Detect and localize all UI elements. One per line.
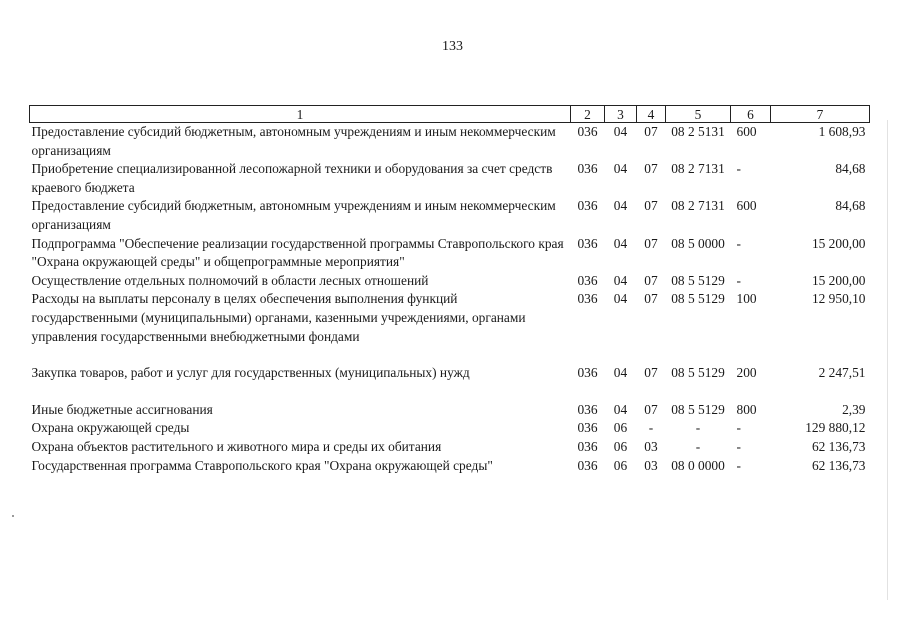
row-admin-code: 036 [577,161,598,177]
row-admin-code: 036 [577,198,598,214]
row-admin-code: 036 [577,401,598,417]
table-row [30,272,870,291]
header-col-6: 6 [731,106,771,123]
row-name: Приобретение специализированной лесопожарной техники и оборудования за счет средств краевого бюджета [31,161,553,195]
row-subsection-code: 07 [644,161,658,177]
row-sum: 62 136,73 [811,457,866,473]
row-section-code: 04 [613,198,628,214]
row-section-code: 04 [613,291,628,307]
row-sum: 2,39 [842,401,866,417]
row-expense-type: 600 [736,198,757,214]
row-section-code: 04 [613,124,628,139]
table-row [30,401,870,420]
row-name: Расходы на выплаты персоналу в целях обеспечения выполнения функций государственными (муниципальными) органами, казенными учреждениями, органами управления государственными внебюджетными фондами [31,291,526,344]
scan-mark [12,515,14,517]
row-subsection-code: 07 [644,272,658,288]
row-target-code: 08 2 5131 [671,124,725,139]
row-sum: 12 950,10 [811,291,866,307]
table-row [30,197,870,234]
row-expense-type: - [736,438,741,454]
row-expense-type: 800 [736,401,757,417]
row-target-code: 08 5 0000 [671,235,725,251]
row-subsection-code: 07 [644,365,658,381]
row-target-code: 08 5 5129 [671,365,725,381]
row-name: Иные бюджетные ассигнования [31,401,213,417]
row-section-code: 04 [613,365,628,381]
header-col-7: 7 [771,106,870,123]
row-section-code: 06 [613,438,628,454]
row-admin-code: 036 [577,438,598,454]
row-sum: 2 247,51 [818,365,866,381]
row-name: Подпрограмма "Обеспечение реализации государственной программы Ставропольского края "Охрана окружающей среды" и общепрограммные мероприятия" [31,235,564,270]
row-name: Охрана объектов растительного и животного мира и среды их обитания [31,438,442,454]
row-target-code: 08 5 5129 [671,291,725,307]
row-subsection-code: - [648,420,654,436]
row-target-code: 08 5 5129 [671,401,725,417]
row-expense-type: - [736,420,741,436]
row-subsection-code: 07 [644,235,658,251]
row-expense-type: 200 [736,365,757,381]
table-row [30,160,870,197]
table-row [30,419,870,438]
row-expense-type: - [736,235,741,251]
row-name: Охрана окружающей среды [31,420,190,436]
row-section-code: 04 [613,401,628,417]
row-target-code: 08 2 7131 [671,198,725,214]
row-section-code: 04 [613,272,628,288]
row-sum: 84,68 [835,198,866,214]
row-subsection-code: 07 [644,401,658,417]
row-admin-code: 036 [577,235,598,251]
row-expense-type: - [736,161,741,177]
row-name: Предоставление субсидий бюджетным, автономным учреждениям и иным некоммерческим организациям [31,198,556,232]
header-col-4: 4 [637,106,666,123]
row-target-code: - [695,438,701,454]
row-admin-code: 036 [577,124,598,139]
row-target-code: 08 0 0000 [671,457,725,473]
row-admin-code: 036 [577,291,598,307]
row-section-code: 04 [613,161,628,177]
header-col-2: 2 [571,106,605,123]
row-expense-type: - [736,457,741,473]
scan-mark [887,120,888,600]
row-target-code: - [695,420,701,436]
row-subsection-code: 03 [644,457,658,473]
row-name: Государственная программа Ставропольского края "Охрана окружающей среды" [31,457,493,473]
header-col-1: 1 [30,106,571,123]
header-col-3: 3 [605,106,637,123]
row-sum: 129 880,12 [805,420,866,436]
row-sum: 84,68 [835,161,866,177]
row-subsection-code: 07 [644,198,658,214]
table-row [30,290,870,364]
row-section-code: 06 [613,420,628,436]
row-subsection-code: 07 [644,124,658,139]
table-row [30,123,870,161]
row-target-code: 08 2 7131 [671,161,725,177]
table-row [30,364,870,401]
row-name: Осуществление отдельных полномочий в области лесных отношений [31,272,429,288]
table-row [30,235,870,272]
table-row [30,438,870,457]
row-section-code: 06 [613,457,628,473]
row-subsection-code: 07 [644,291,658,307]
header-row [30,106,870,123]
row-expense-type: - [736,272,741,288]
budget-table [29,105,870,475]
row-admin-code: 036 [577,420,598,436]
row-sum: 15 200,00 [811,235,866,251]
row-admin-code: 036 [577,457,598,473]
row-name: Закупка товаров, работ и услуг для государственных (муниципальных) нужд [31,365,470,381]
row-admin-code: 036 [577,365,598,381]
row-subsection-code: 03 [644,438,658,454]
row-target-code: 08 5 5129 [671,272,725,288]
row-name: Предоставление субсидий бюджетным, автономным учреждениям и иным некоммерческим организациям [31,124,556,158]
row-expense-type: 100 [736,291,757,307]
row-admin-code: 036 [577,272,598,288]
row-sum: 1 608,93 [818,124,866,139]
table-row [30,457,870,476]
row-section-code: 04 [613,235,628,251]
row-expense-type: 600 [736,124,757,139]
header-col-5: 5 [666,106,731,123]
row-sum: 15 200,00 [811,272,866,288]
row-sum: 62 136,73 [811,438,866,454]
page-number: 133 [442,39,463,54]
